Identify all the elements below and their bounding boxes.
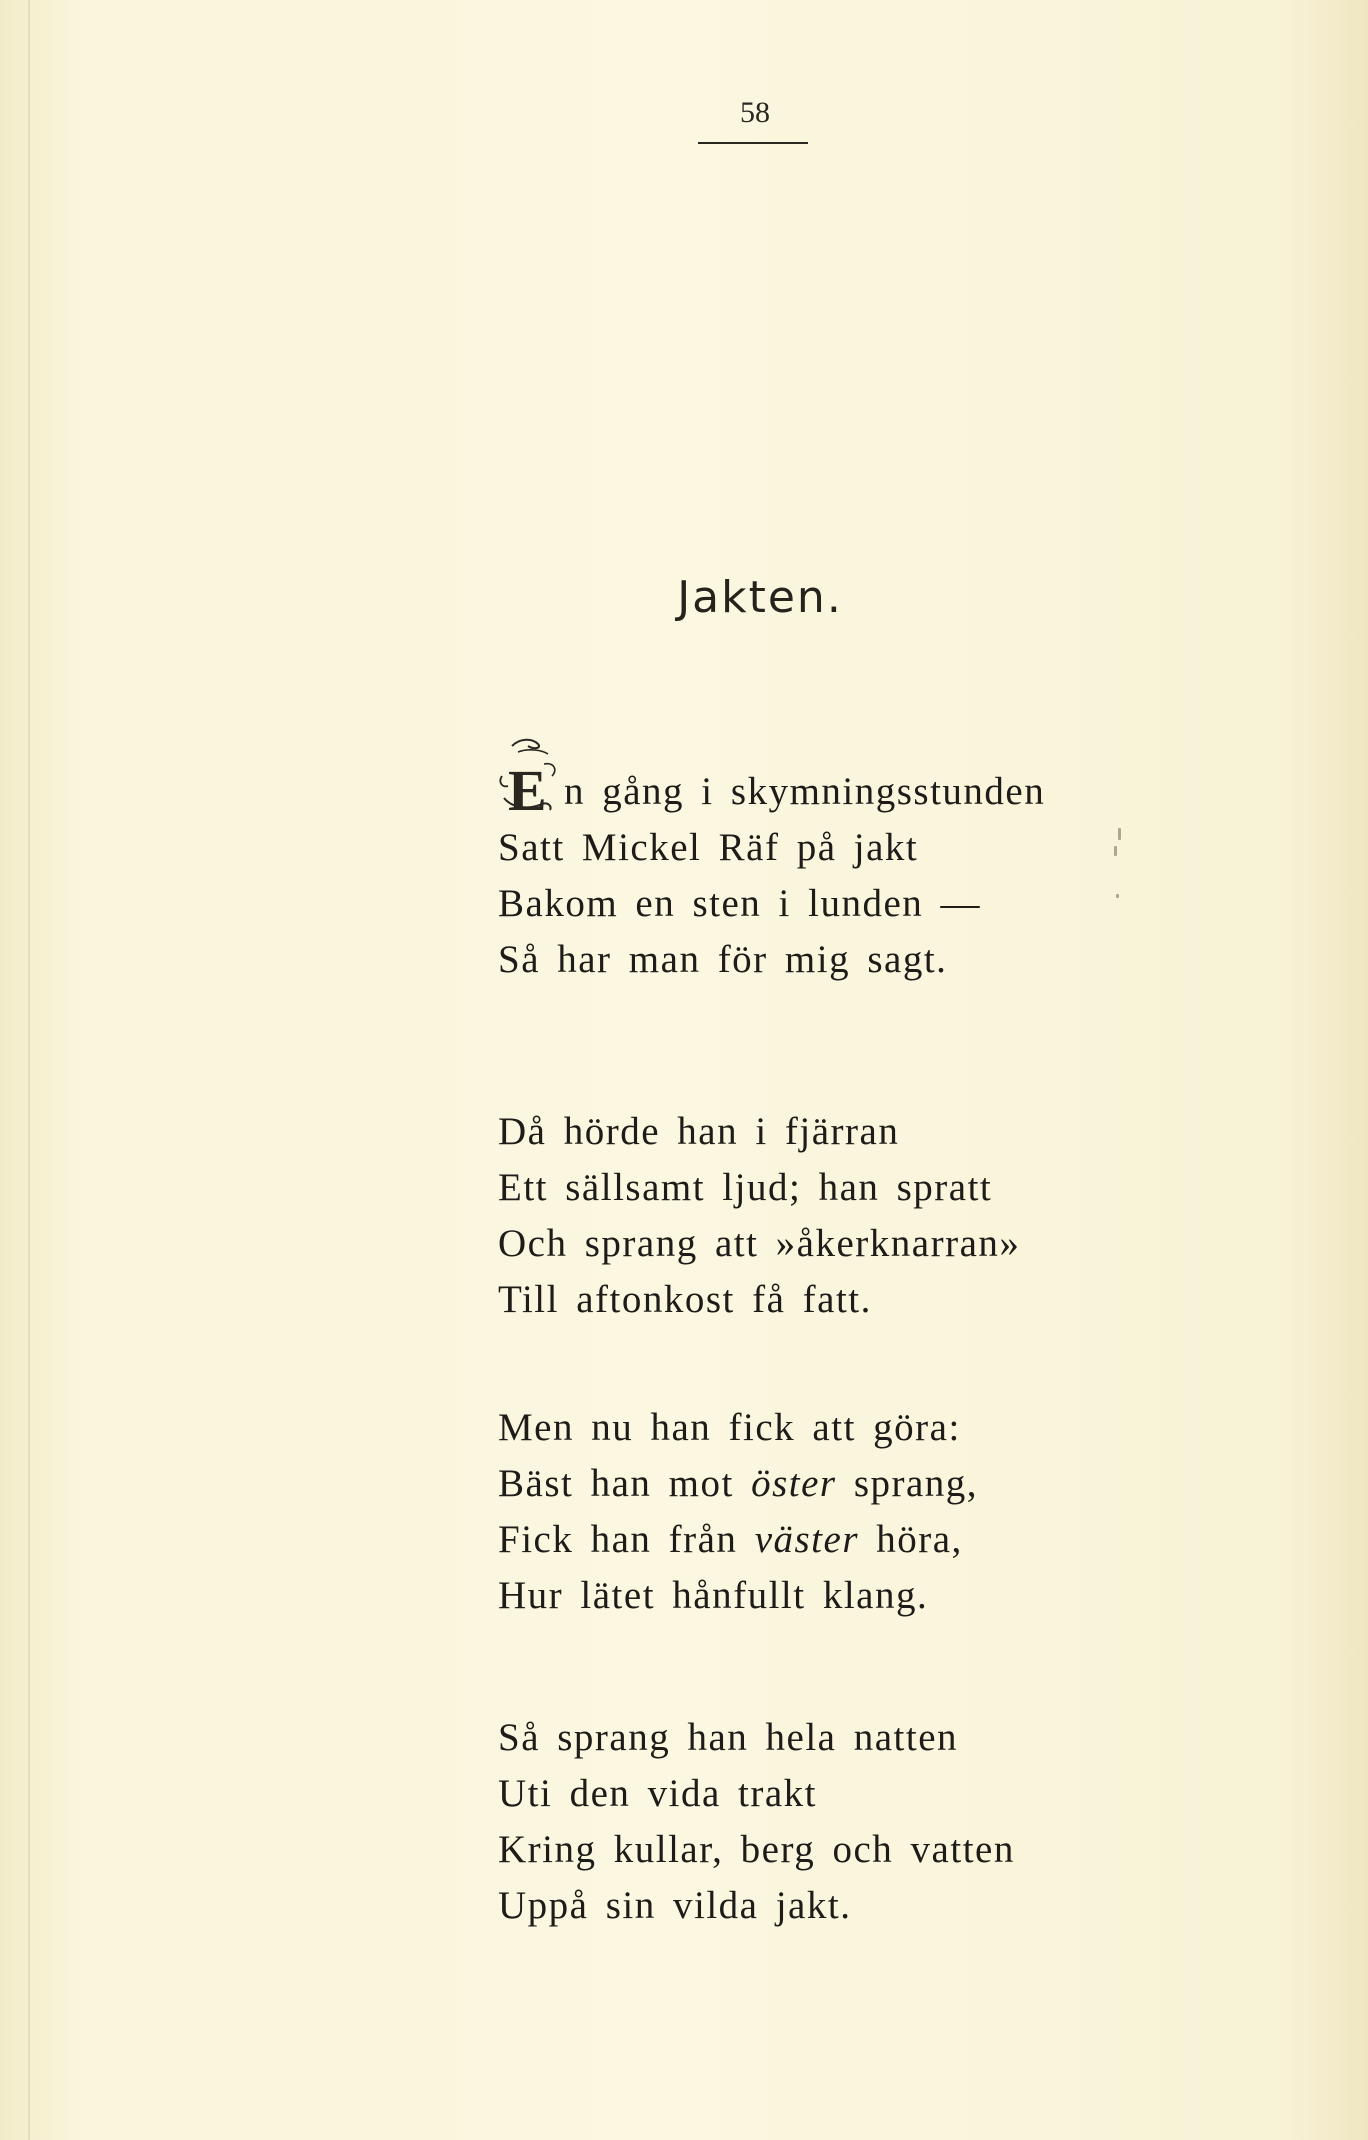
poem-line: Då hörde han i fjärran (498, 1110, 900, 1153)
line-text: Fick han från (498, 1518, 755, 1561)
stray-mark (1114, 846, 1117, 856)
poem-line: Uppå sin vilda jakt. (498, 1884, 852, 1927)
poem-line (498, 1512, 1118, 1568)
page-number: 58 (740, 96, 770, 129)
line-text: sprang, (836, 1462, 979, 1505)
stray-mark (1116, 894, 1119, 898)
stanza-4 (498, 1710, 1118, 1934)
stanza-2 (498, 1104, 1118, 1328)
poem-line: Hur lätet hånfullt klang. (498, 1574, 929, 1617)
poem-line: Till aftonkost få fatt. (498, 1278, 872, 1321)
poem-line: Och sprang att »åkerknarran» (498, 1222, 1021, 1265)
poem-title: Jakten. (677, 572, 843, 623)
line-text: höra, (859, 1518, 963, 1561)
poem-line (498, 758, 1118, 823)
first-line-text: n gång i skymningsstunden (564, 770, 1046, 813)
stanza-3 (498, 1400, 1118, 1624)
poem-line: Men nu han fick att göra: (498, 1406, 961, 1449)
italic-word: väster (754, 1518, 859, 1561)
stray-mark (1118, 828, 1121, 840)
poem-line: Kring kullar, berg och vatten (498, 1828, 1015, 1871)
poem-line (498, 1456, 1118, 1512)
poem-line: Så sprang han hela natten (498, 1716, 959, 1759)
page-number-rule (698, 142, 808, 144)
page-edge (28, 0, 30, 2140)
stanza-1 (498, 758, 1118, 988)
poem-line: Ett sällsamt ljud; han spratt (498, 1166, 993, 1209)
italic-word: öster (751, 1462, 837, 1505)
poem-line: Uti den vida trakt (498, 1772, 818, 1815)
poem-line: Satt Mickel Räf på jakt (498, 826, 919, 869)
line-text: Bäst han mot (498, 1462, 752, 1505)
poem-line: Bakom en sten i lunden — (498, 882, 982, 925)
dropcap-letter: E (508, 758, 549, 823)
ornamental-dropcap (498, 758, 564, 823)
poem-line: Så har man för mig sagt. (498, 938, 948, 981)
